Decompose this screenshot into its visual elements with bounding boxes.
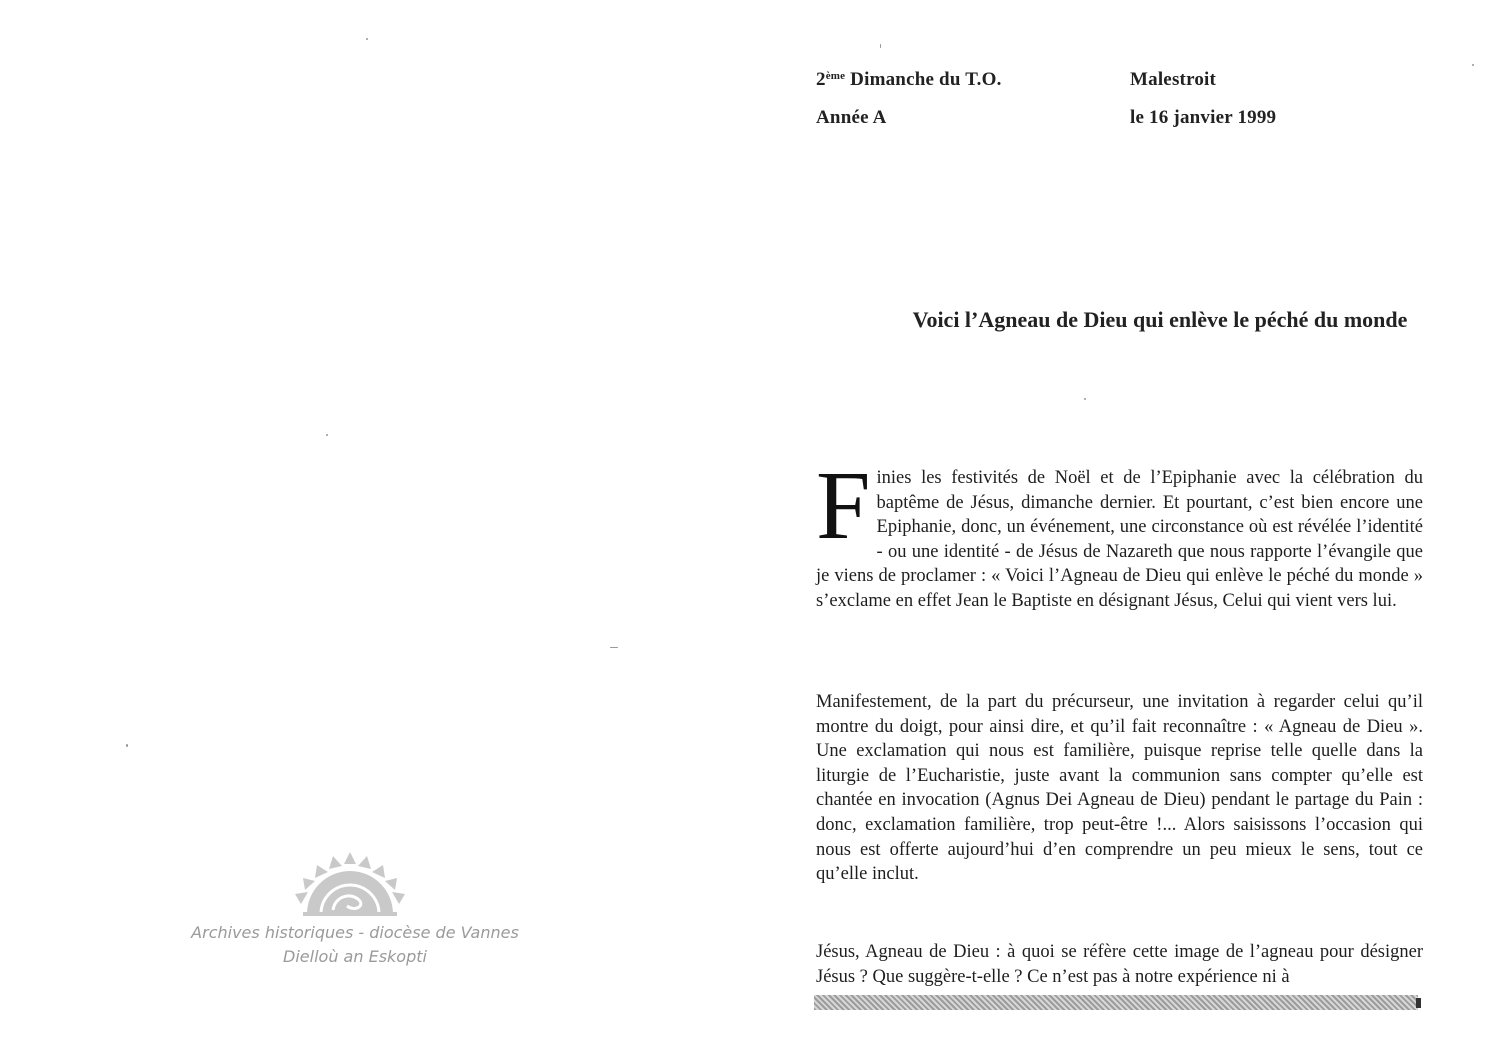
drop-cap: F [816, 452, 871, 560]
header-place: Malestroit [1130, 69, 1217, 90]
header-day-suffix: ème [825, 70, 846, 82]
header-liturgical-year: Année A [816, 107, 887, 128]
page-title: Voici l’Agneau de Dieu qui enlève le péché du monde [912, 307, 1408, 332]
scan-edge-bar [814, 995, 1418, 1010]
paragraph-2: Manifestement, de la part du précurseur, une invitation à regarder celui qu’il montre du doigt, pour ainsi dire, et qu’il fait reconnaître : « Agneau de Dieu ». Une exclamation qui nous est familière, puisque reprise telle quelle dans la liturgie de l’Eucharistie, juste avant la communion sans compter qu’elle est chantée en invocation (Agnus Dei Agneau de Dieu) pendant le partage du Pain : donc, exclamation familière, trop peut-être !... Alors saisissons l’occasion qui nous est offerte aujourd’hui d’en comprendre un peu mieux le sens, tout ce qu’elle inclut. [816, 692, 1423, 885]
scan-speck [1472, 64, 1474, 66]
watermark-archive-title: Archives historiques - diocèse de Vannes [191, 923, 519, 942]
scan-speck [126, 744, 128, 747]
header-date: le 16 janvier 1999 [1130, 107, 1277, 128]
paragraph-1 [816, 452, 1423, 614]
right-page [748, 0, 1496, 1058]
scan-speck [326, 434, 328, 436]
paragraph-3: Jésus, Agneau de Dieu : à quoi se réfère cette image de l’agneau pour désigner Jésus ? Que suggère-t-elle ? Ce n’est pas à notre expérience ni à [816, 942, 1423, 987]
scan-edge-mark [1416, 998, 1421, 1008]
scan-speck [880, 44, 881, 48]
diocese-sun-logo-icon [293, 850, 407, 916]
paragraph-1-text: inies les festivités de Noël et de l’Epiphanie avec la célébration du baptême de Jésus, dimanche dernier. Et pourtant, c’est bien encore une Epiphanie, donc, un événement, une circonstance où est révélée l’identité - ou une identité - de Jésus de Nazareth que nous rapporte l’évangile que je viens de proclamer : « Voici l’Agneau de Dieu qui enlève le péché du monde » s’exclame en effet Jean le Baptiste en désignant Jésus, Celui qui vient vers lui. [816, 468, 1423, 611]
watermark-breton-title: Diellоù an Eskopti [283, 947, 427, 966]
header-day-label: Dimanche du T.O. [845, 69, 1002, 90]
header-day-number: 2 [816, 69, 826, 90]
scan-speck [366, 38, 368, 40]
scan-speck [610, 647, 618, 648]
header-liturgical-day [816, 69, 1002, 91]
scan-speck [1084, 398, 1086, 400]
